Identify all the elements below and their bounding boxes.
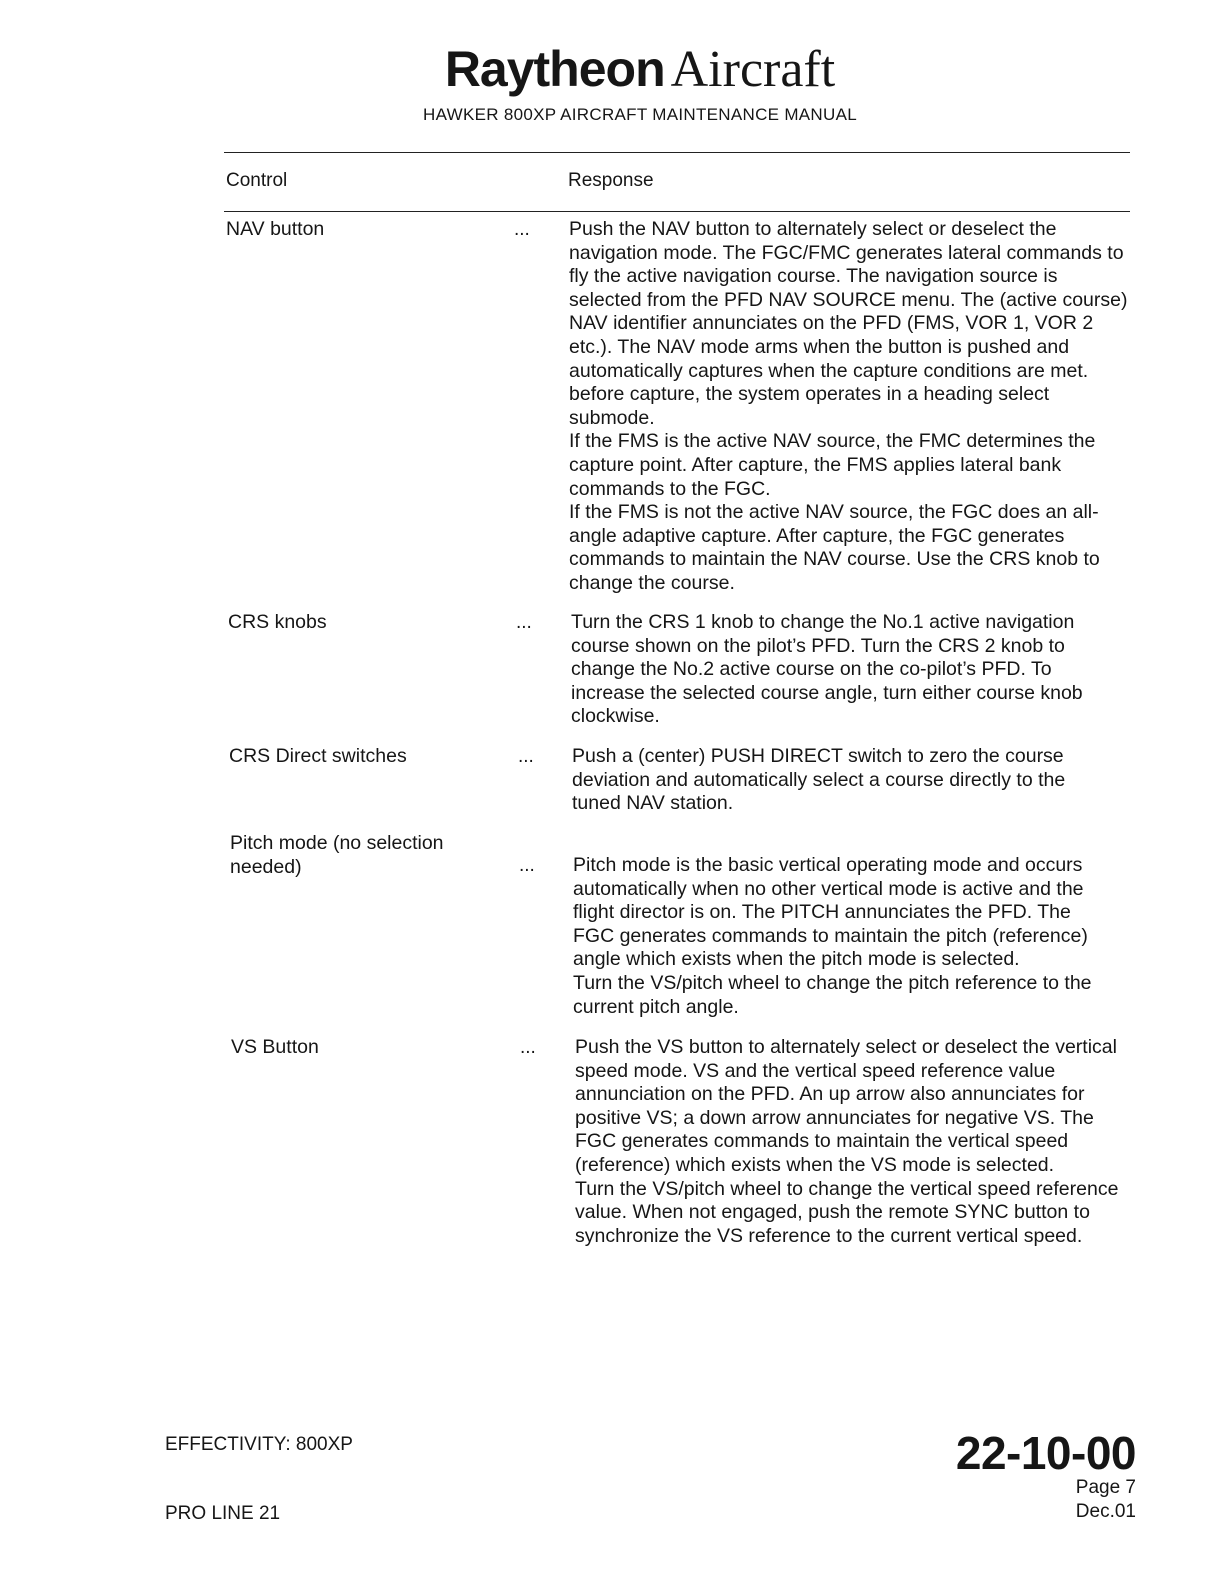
response-text	[571, 611, 1121, 729]
leader-dots: ...	[518, 746, 534, 767]
response-paragraph: Push a (center) PUSH DIRECT switch to zero the course deviation and automatically select a course directly to the tuned NAV station.	[572, 745, 1066, 815]
column-header-control: Control	[226, 170, 288, 191]
brand-name: Raytheon	[444, 41, 665, 97]
response-text	[569, 218, 1129, 596]
document-number: 22-10-00	[955, 1427, 1136, 1479]
response-text	[572, 745, 1112, 816]
leader-dots: ...	[519, 855, 535, 876]
control-label: Pitch mode (no selection needed)	[230, 832, 444, 878]
response-paragraph: If the FMS is not the active NAV source, the FGC does an all-angle adaptive capture. After capture, the FGC generates commands to maintain the NAV course. Use the CRS knob to change the course.	[569, 501, 1100, 594]
control-label: VS Button	[231, 1036, 319, 1058]
brand-logo	[0, 40, 1224, 99]
leader-dots: ...	[514, 219, 530, 240]
response-paragraph: Pitch mode is the basic vertical operating mode and occurs automatically when no other vertical mode is active and the flight director is on. The PITCH annunciates the PFD. The FGC generates commands to maintain the pitch (reference) angle which exists when the pitch mode is selected.	[573, 854, 1088, 971]
response-paragraph: Push the VS button to alternately select or deselect the vertical speed mode. VS and the vertical speed reference value annunciation on the PFD. An up arrow also annunciates for positive VS; a down arrow annunciates for negative VS. The FGC generates commands to maintain the vertical speed (reference) which exists when the VS mode is selected.	[575, 1036, 1117, 1176]
response-text	[573, 854, 1113, 1019]
response-paragraph: Push the NAV button to alternately select or deselect the navigation mode. The FGC/FMC generates lateral commands to fly the active navigation course. The navigation source is selected from the PFD NAV SOURCE menu. The (active course) NAV identifier annunciates on the PFD (FMS, VOR 1, VOR 2 etc.). The NAV mode arms when the button is pushed and automatically captures when the capture conditions are met. before capture, the system operates in a heading select submode.	[569, 218, 1128, 429]
page-number: Page 7	[1075, 1477, 1136, 1498]
response-paragraph: If the FMS is the active NAV source, the FMC determines the capture point. After capture, the FMS applies lateral bank commands to the FGC.	[569, 430, 1096, 500]
response-paragraph: Turn the VS/pitch wheel to change the pitch reference to the current pitch angle.	[573, 971, 1092, 1018]
response-text	[575, 1036, 1127, 1248]
control-label: CRS Direct switches	[229, 745, 407, 767]
control-label: NAV button	[226, 218, 325, 240]
brand-suffix: Aircraft	[670, 41, 836, 98]
control-label: CRS knobs	[228, 611, 327, 633]
top-divider	[224, 152, 1130, 153]
response-paragraph: Turn the VS/pitch wheel to change the vertical speed reference value. When not engaged, push the remote SYNC button to synchronize the VS reference to the current vertical speed.	[575, 1177, 1119, 1247]
page-footer-meta	[955, 1427, 1136, 1524]
page-header	[0, 40, 1224, 125]
response-paragraph: Turn the CRS 1 knob to change the No.1 active navigation course shown on the pilot’s PFD. Turn the CRS 2 knob to change the No.2 active course on the co-pilot’s PFD. To increase the selected course angle, turn either course knob clockwise.	[571, 611, 1083, 728]
pro-line-label: PRO LINE 21	[165, 1503, 281, 1524]
header-divider	[224, 211, 1130, 212]
effectivity-label: EFFECTIVITY: 800XP	[165, 1434, 353, 1455]
manual-title: HAWKER 800XP AIRCRAFT MAINTENANCE MANUAL	[423, 105, 857, 124]
column-header-response: Response	[568, 170, 654, 191]
leader-dots: ...	[516, 612, 532, 633]
revision-date: Dec.01	[1075, 1501, 1136, 1522]
leader-dots: ...	[520, 1037, 536, 1058]
